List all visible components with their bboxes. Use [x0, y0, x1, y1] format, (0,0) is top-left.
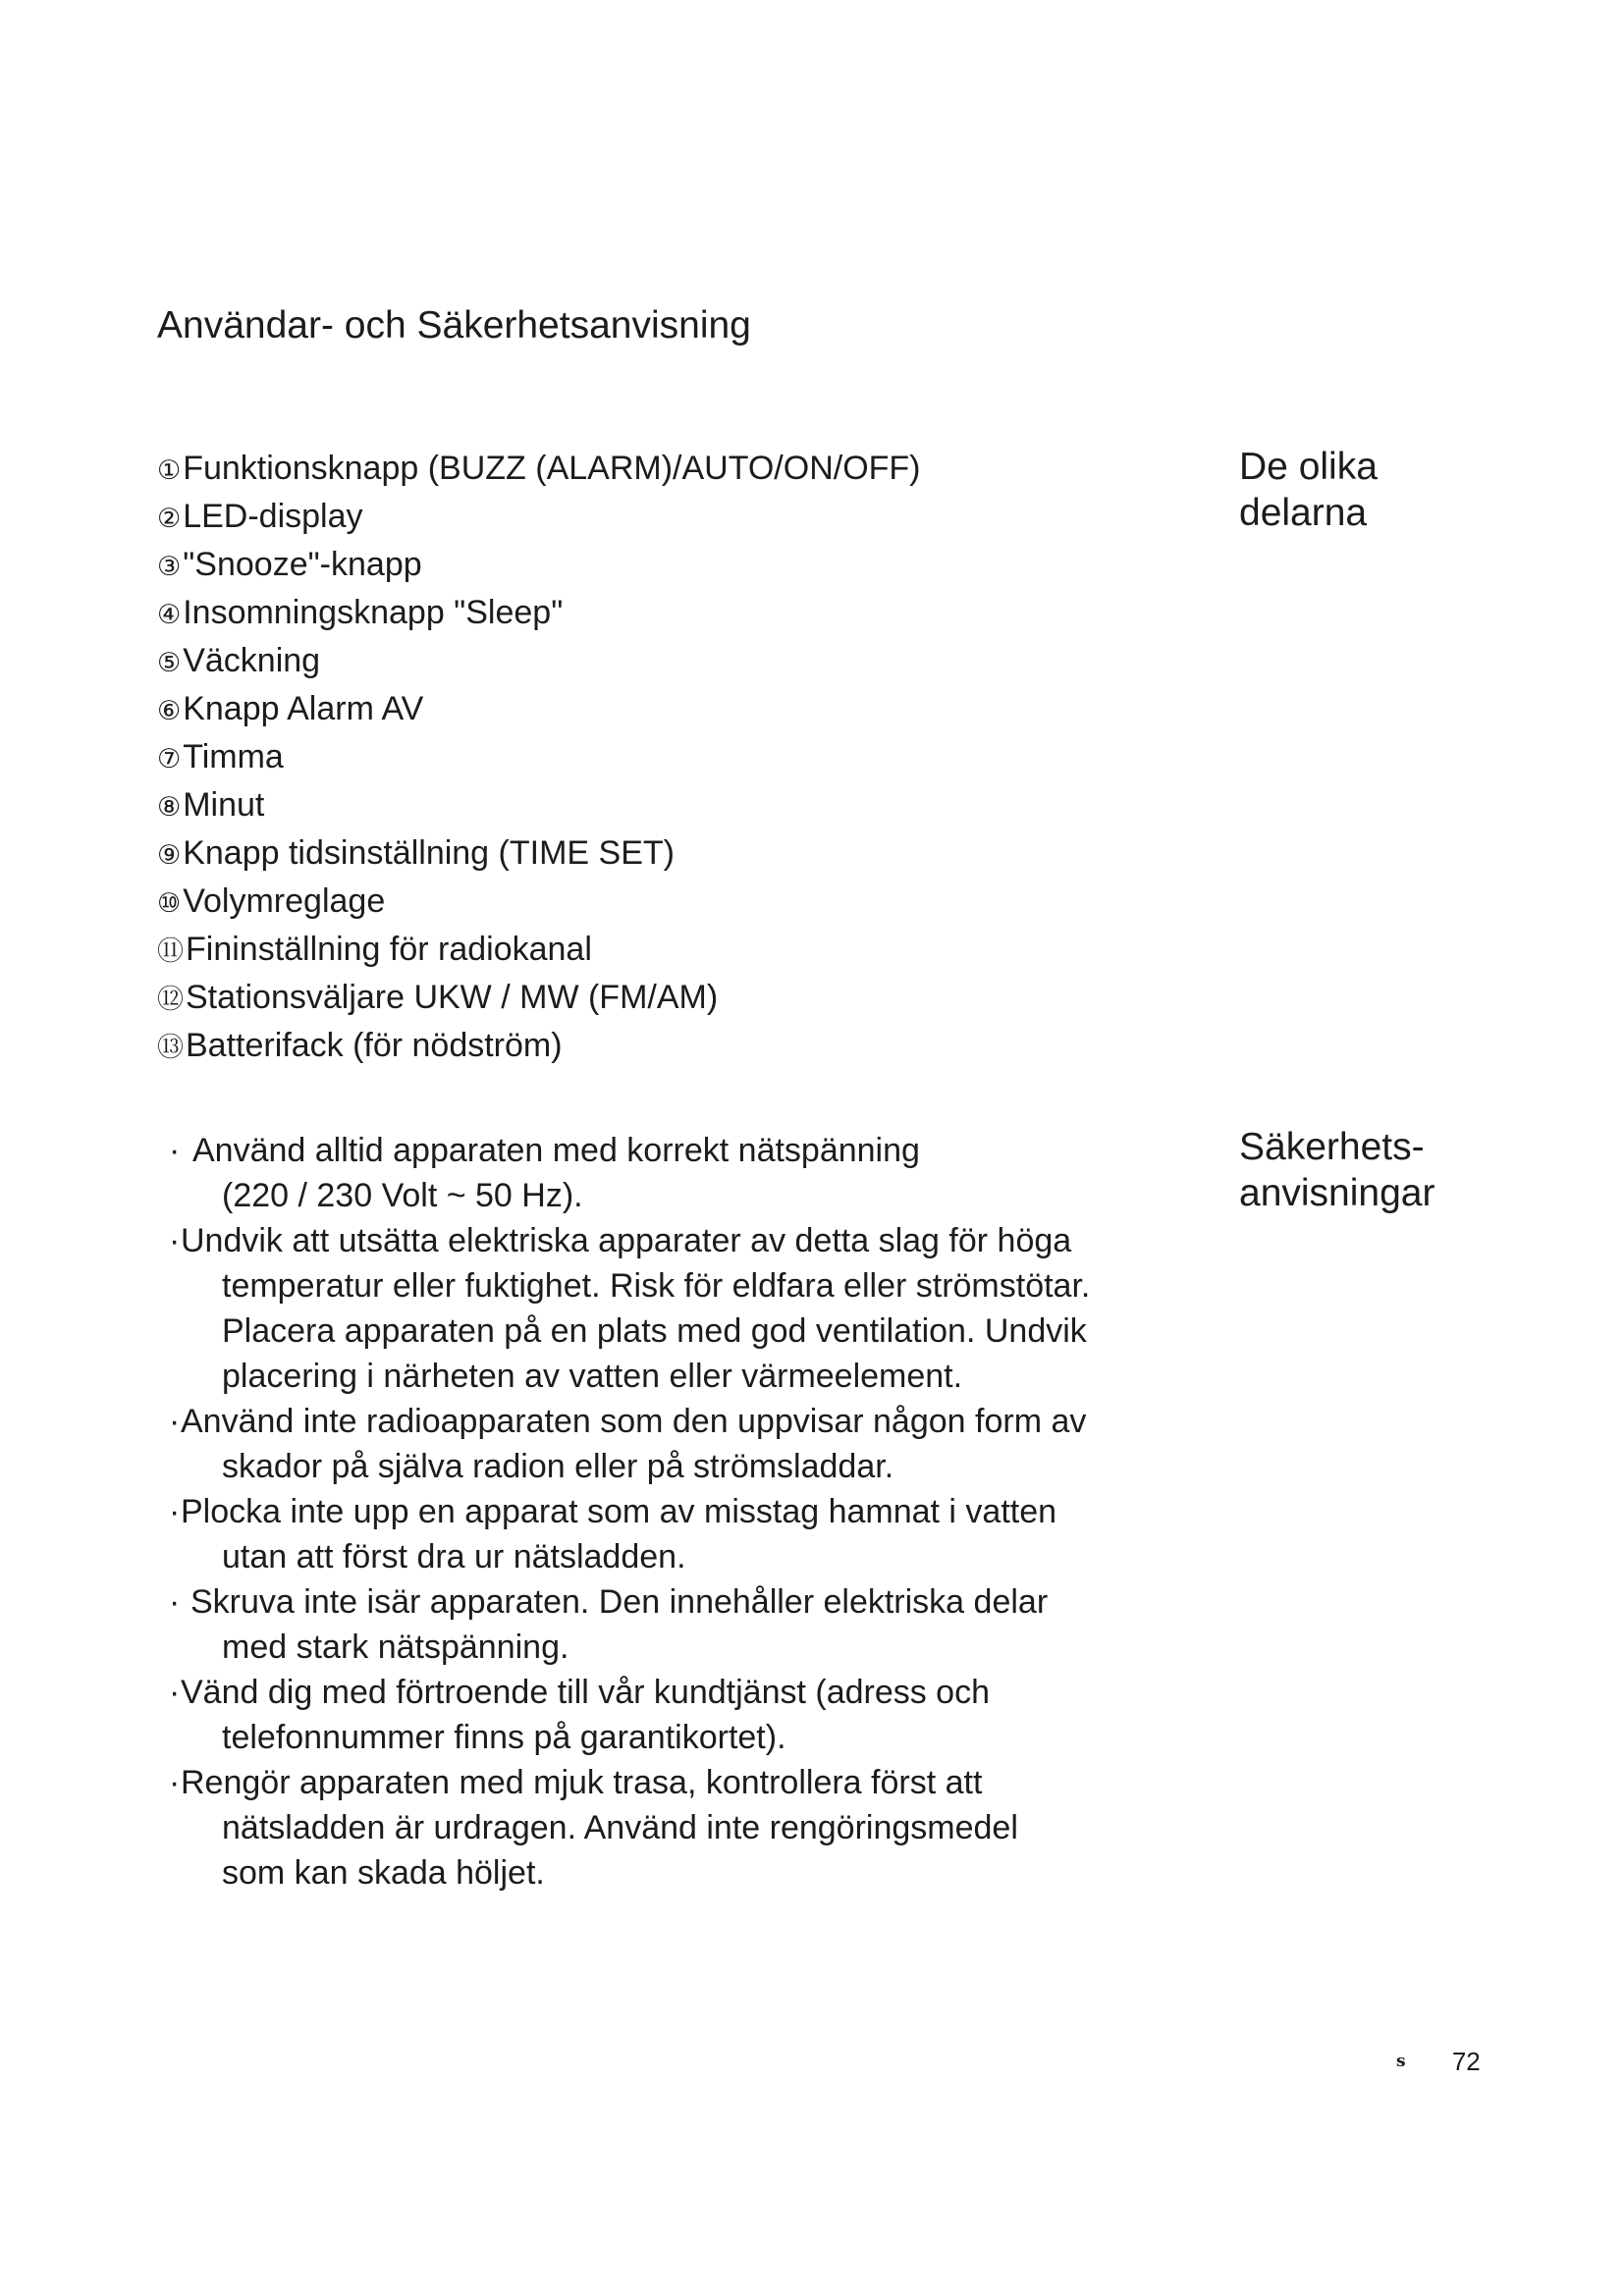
part-item — [157, 830, 921, 879]
safety-line: Använd inte radioapparaten som den uppvisar någon form av — [181, 1403, 1087, 1440]
language-code: s — [1396, 2052, 1406, 2072]
safety-line: nätsladden är urdragen. Använd inte rengöringsmedel — [222, 1809, 1018, 1846]
safety-line: med stark nätspänning. — [222, 1629, 569, 1666]
part-label: Stationsväljare UKW / MW (FM/AM) — [186, 979, 719, 1016]
part-label: Timma — [183, 738, 284, 775]
page-number: 72 — [1451, 2047, 1481, 2077]
safety-line: Skruva inte isär apparaten. Den innehåller elektriska delar — [190, 1583, 1049, 1621]
part-number: ⑬ — [157, 1033, 184, 1063]
part-number: ⑪ — [157, 936, 184, 967]
part-label: Väckning — [183, 642, 321, 679]
part-number: ⑥ — [157, 696, 182, 726]
part-label: Minut — [183, 786, 265, 824]
part-item — [157, 1023, 921, 1071]
parts-heading-line: delarna — [1239, 492, 1368, 534]
part-number: ③ — [157, 552, 182, 582]
part-number: ⑧ — [157, 792, 182, 823]
safety-line: skador på själva radion eller på strömsladdar. — [222, 1448, 894, 1485]
safety-line: telefonnummer finns på garantikortet). — [222, 1719, 786, 1756]
safety-list — [157, 1128, 1178, 1896]
part-label: Fininställning för radiokanal — [186, 931, 592, 968]
part-item — [157, 927, 921, 975]
page-footer — [1396, 2043, 1481, 2078]
safety-item — [157, 1218, 1178, 1399]
safety-line: Undvik att utsätta elektriska apparater av detta slag för höga — [181, 1222, 1072, 1259]
part-number: ② — [157, 504, 182, 534]
part-item — [157, 879, 921, 927]
safety-line: Använd alltid apparaten med korrekt nätspänning — [192, 1132, 920, 1169]
part-item — [157, 975, 921, 1023]
safety-item — [157, 1670, 1178, 1760]
part-number: ⑩ — [157, 888, 182, 919]
part-label: Batterifack (för nödström) — [186, 1027, 563, 1064]
part-number: ⑦ — [157, 744, 182, 774]
safety-line: temperatur eller fuktighet. Risk för eldfara eller strömstötar. — [222, 1267, 1091, 1305]
safety-item — [157, 1760, 1178, 1896]
bullet-dot: · — [169, 1674, 181, 1711]
safety-line: Rengör apparaten med mjuk trasa, kontrollera först att — [181, 1764, 983, 1801]
safety-line: Placera apparaten på en plats med god ventilation. Undvik — [222, 1312, 1087, 1350]
part-label: LED-display — [183, 498, 363, 535]
page-title: Användar- och Säkerhetsanvisning — [157, 304, 751, 347]
part-number: ④ — [157, 600, 182, 630]
part-item — [157, 686, 921, 734]
part-label: Insomningsknapp "Sleep" — [183, 594, 564, 631]
part-label: Knapp tidsinställning (TIME SET) — [183, 834, 675, 872]
part-number: ① — [157, 455, 182, 486]
part-label: "Snooze"-knapp — [183, 546, 422, 583]
safety-item — [157, 1489, 1178, 1579]
part-item — [157, 494, 921, 542]
parts-heading-line: De olika — [1239, 446, 1378, 488]
bullet-dot: · — [169, 1403, 181, 1440]
part-item — [157, 542, 921, 590]
bullet-dot: · — [169, 1583, 181, 1621]
part-number: ⑨ — [157, 840, 182, 871]
part-label: Funktionsknapp (BUZZ (ALARM)/AUTO/ON/OFF) — [183, 450, 921, 487]
safety-line: placering i närheten av vatten eller värmeelement. — [222, 1358, 963, 1395]
safety-item — [157, 1579, 1178, 1670]
part-number: ⑤ — [157, 648, 182, 678]
safety-heading-line: Säkerhets- — [1239, 1126, 1425, 1168]
bullet-dot: · — [169, 1493, 181, 1530]
bullet-dot: · — [169, 1764, 181, 1801]
part-item — [157, 782, 921, 830]
part-label: Knapp Alarm AV — [183, 690, 424, 727]
safety-item — [157, 1399, 1178, 1489]
part-item — [157, 590, 921, 638]
parts-heading — [1239, 444, 1494, 536]
part-item — [157, 734, 921, 782]
part-item — [157, 638, 921, 686]
safety-line: utan att först dra ur nätsladden. — [222, 1538, 686, 1575]
safety-heading — [1239, 1124, 1494, 1216]
safety-line: som kan skada höljet. — [222, 1854, 545, 1892]
safety-item — [157, 1128, 1178, 1218]
safety-line: (220 / 230 Volt ~ 50 Hz). — [222, 1177, 583, 1214]
safety-line: Vänd dig med förtroende till vår kundtjänst (adress och — [181, 1674, 991, 1711]
safety-heading-line: anvisningar — [1239, 1172, 1435, 1214]
part-item — [157, 446, 921, 494]
part-label: Volymreglage — [183, 882, 386, 920]
bullet-dot: · — [169, 1222, 181, 1259]
safety-line: Plocka inte upp en apparat som av misstag hamnat i vatten — [181, 1493, 1057, 1530]
bullet-dot: · — [169, 1132, 181, 1169]
parts-list — [157, 446, 921, 1071]
part-number: ⑫ — [157, 985, 184, 1015]
